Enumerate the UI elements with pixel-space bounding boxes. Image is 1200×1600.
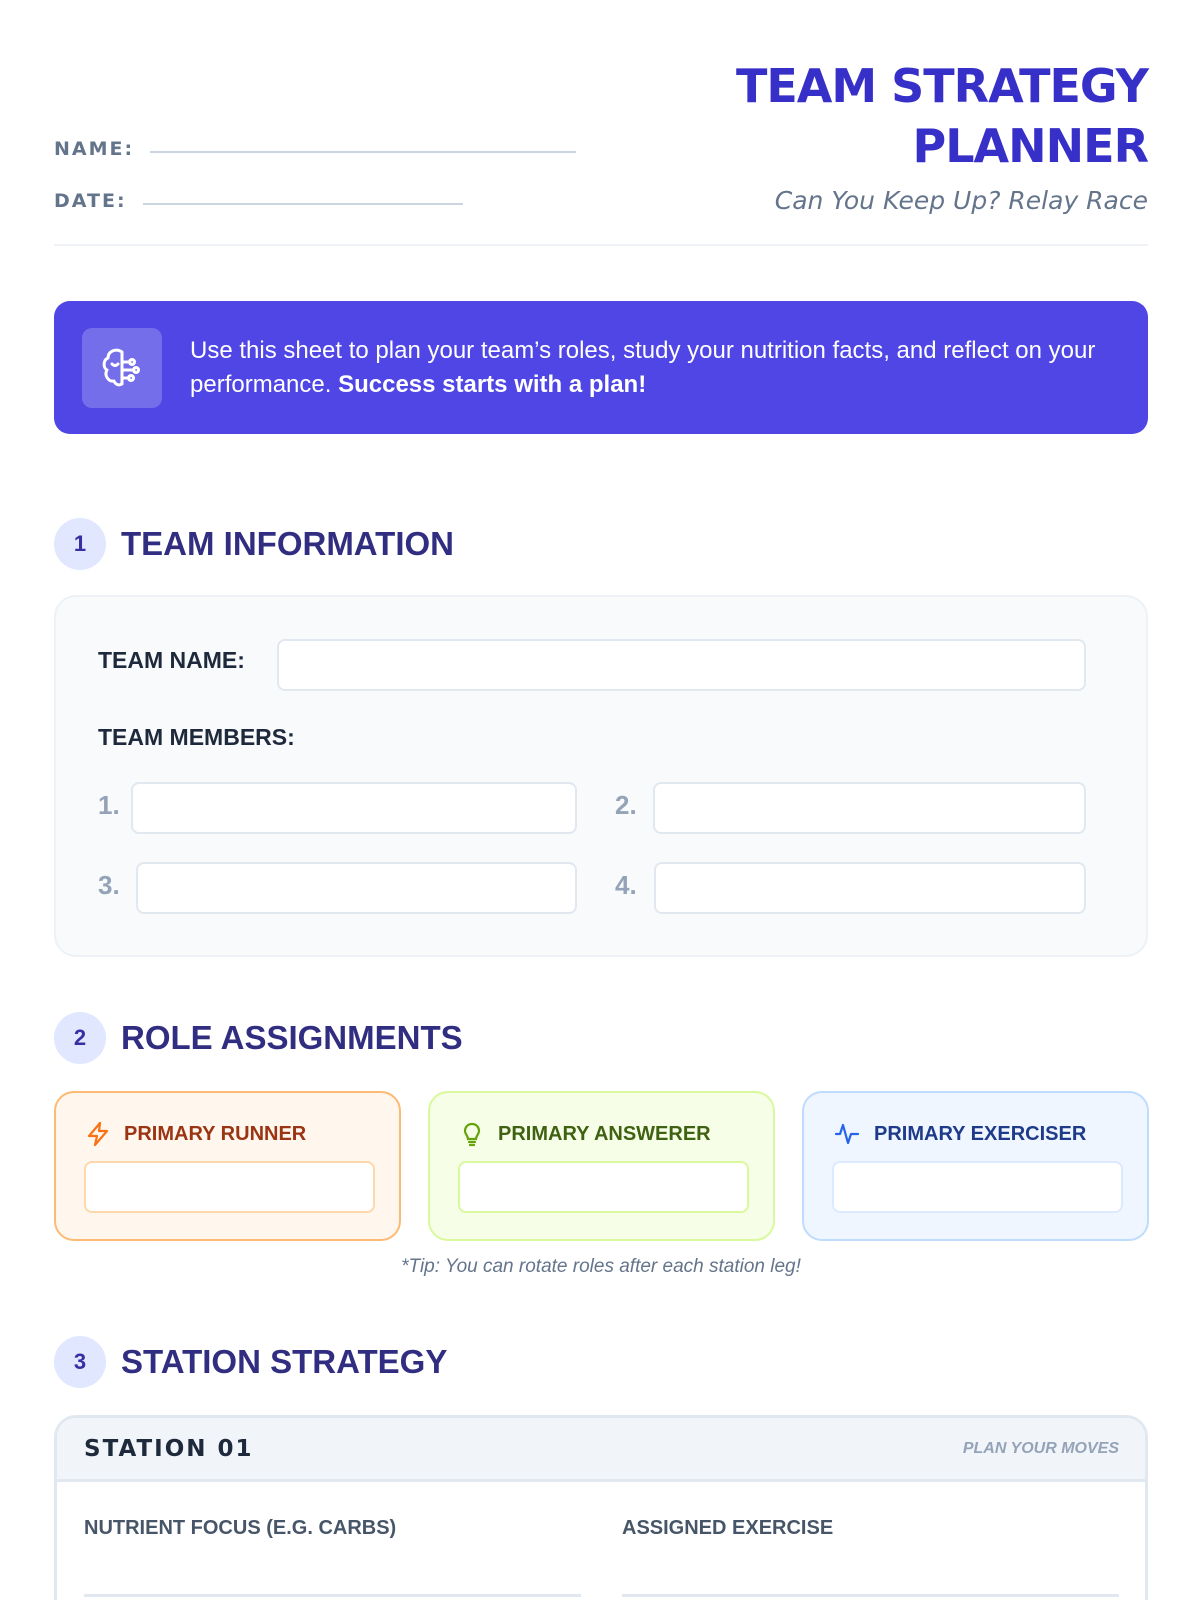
name-label: NAME: bbox=[54, 138, 135, 160]
role-card-runner bbox=[54, 1091, 401, 1241]
member-number: 4. bbox=[615, 870, 637, 900]
lightning-icon bbox=[86, 1121, 110, 1147]
section-team-information bbox=[54, 518, 454, 570]
banner-emphasis: Success starts with a plan! bbox=[338, 370, 647, 398]
section-number: 1 bbox=[54, 518, 106, 570]
student-fields bbox=[54, 134, 614, 216]
date-field bbox=[54, 186, 614, 216]
role-card-exerciser bbox=[802, 1091, 1149, 1241]
role-label: PRIMARY ANSWERER bbox=[498, 1122, 711, 1145]
page-subtitle: Can You Keep Up? Relay Race bbox=[774, 186, 1148, 215]
title-block bbox=[736, 56, 1148, 215]
brain-icon bbox=[82, 328, 162, 408]
exerciser-input[interactable] bbox=[832, 1161, 1123, 1213]
banner-text bbox=[190, 334, 1110, 402]
member-4-input[interactable] bbox=[654, 862, 1086, 914]
section-number: 2 bbox=[54, 1012, 106, 1064]
date-label: DATE: bbox=[54, 190, 127, 212]
station-card bbox=[54, 1415, 1148, 1600]
nutrient-focus-line[interactable] bbox=[84, 1594, 581, 1597]
team-name-label: TEAM NAME: bbox=[98, 647, 245, 673]
nutrient-focus-label: NUTRIENT FOCUS (E.G. CARBS) bbox=[84, 1517, 397, 1539]
role-label: PRIMARY RUNNER bbox=[124, 1122, 307, 1145]
role-tip: *Tip: You can rotate roles after each station leg! bbox=[401, 1256, 801, 1277]
page-header bbox=[54, 0, 1148, 246]
banner-body: Use this sheet to plan your team’s roles, study your nutrition facts, and reflect on your performance. bbox=[190, 336, 1096, 398]
role-title bbox=[834, 1121, 1086, 1147]
role-title bbox=[86, 1121, 306, 1147]
member-3-input[interactable] bbox=[136, 862, 577, 914]
section-title: TEAM INFORMATION bbox=[121, 525, 455, 562]
team-name-input[interactable] bbox=[277, 639, 1086, 691]
station-header bbox=[57, 1418, 1145, 1482]
section-station-strategy bbox=[54, 1336, 447, 1388]
pulse-icon bbox=[834, 1121, 860, 1147]
page-title-line-1: TEAM STRATEGY bbox=[735, 59, 1148, 113]
team-members-label: TEAM MEMBERS: bbox=[98, 724, 295, 750]
role-label: PRIMARY EXERCISER bbox=[874, 1122, 1087, 1145]
member-2-input[interactable] bbox=[653, 782, 1086, 834]
station-note: PLAN YOUR MOVES bbox=[962, 1439, 1119, 1457]
page-title-line-2: PLANNER bbox=[912, 119, 1148, 173]
team-info-card bbox=[54, 595, 1148, 957]
intro-banner bbox=[54, 301, 1148, 434]
role-title bbox=[460, 1121, 711, 1147]
name-line[interactable] bbox=[150, 151, 576, 153]
member-number: 3. bbox=[98, 870, 120, 900]
member-number: 2. bbox=[615, 790, 637, 820]
member-1-input[interactable] bbox=[131, 782, 577, 834]
assigned-exercise-label: ASSIGNED EXERCISE bbox=[622, 1517, 834, 1539]
assigned-exercise-line[interactable] bbox=[622, 1594, 1119, 1597]
answerer-input[interactable] bbox=[458, 1161, 749, 1213]
name-field bbox=[54, 134, 614, 164]
date-line[interactable] bbox=[143, 203, 463, 205]
section-title: ROLE ASSIGNMENTS bbox=[121, 1019, 463, 1056]
member-number: 1. bbox=[98, 790, 120, 820]
station-title: STATION 01 bbox=[84, 1435, 254, 1462]
runner-input[interactable] bbox=[84, 1161, 375, 1213]
section-role-assignments bbox=[54, 1012, 463, 1064]
section-number: 3 bbox=[54, 1336, 106, 1388]
lightbulb-icon bbox=[460, 1121, 484, 1147]
section-title: STATION STRATEGY bbox=[121, 1343, 448, 1380]
role-card-answerer bbox=[428, 1091, 775, 1241]
